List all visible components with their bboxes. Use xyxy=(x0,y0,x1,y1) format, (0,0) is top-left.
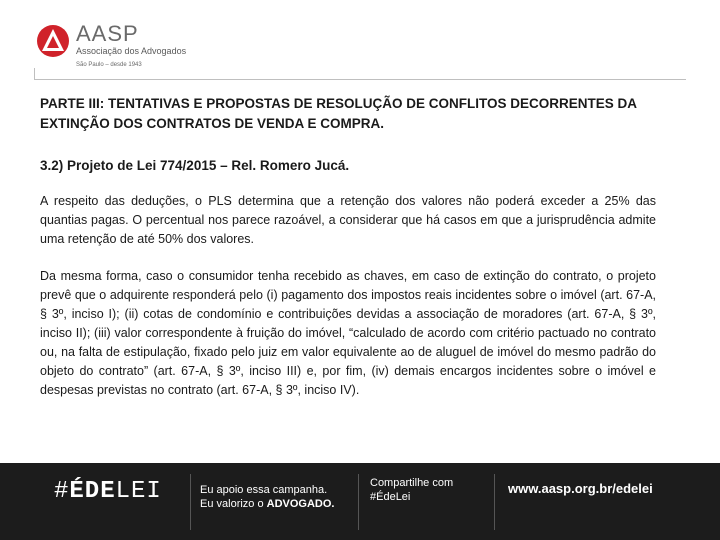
campaign-line-2-prefix: Eu valorizo o xyxy=(200,498,267,510)
brand-since: São Paulo – desde 1943 xyxy=(76,62,142,68)
brand-name: AASP xyxy=(76,21,139,46)
header xyxy=(0,0,720,80)
share-line-1: Compartilhe com xyxy=(370,477,454,489)
campaign-text xyxy=(200,483,335,511)
section-title: 3.2) Projeto de Lei 774/2015 – Rel. Romero Jucá. xyxy=(40,158,350,173)
brand-subtitle: Associação dos Advogados xyxy=(76,46,187,56)
aasp-logo-icon xyxy=(36,24,70,58)
share-text xyxy=(370,476,453,504)
footer-divider-1 xyxy=(190,474,191,530)
campaign-line-2 xyxy=(200,497,335,511)
slide-content xyxy=(40,94,656,400)
part-title: PARTE III: TENTATIVAS E PROPOSTAS DE RESOLUÇÃO DE CONFLITOS DECORRENTES DA EXTINÇÃO DOS CONTRATOS DE VENDA E COMPRA. xyxy=(40,96,637,131)
campaign-url-link[interactable]: www.aasp.org.br/edelei xyxy=(508,481,653,496)
share-line-2: #ÉdeLei xyxy=(370,491,411,503)
paragraph-2: Da mesma forma, caso o consumidor tenha recebido as chaves, em caso de extinção do contrato, o projeto prevê que o adquirente responderá pelo (i) pagamento dos impostos reais incidentes sobre o imóvel (art. 67-A, § 3º, inciso I); (ii) cotas de condomínio e contribuições devidas a associação de moradores (art. 67-A, § 3º, inciso II); (iii) valor correspondente à fruição do imóvel, “calculado de acordo com critério pactuado no contrato ou, na falta de estipulação, fixado pelo juiz em valor equivalente ao de aluguel de imóvel do mesmo padrão do objeto do contrato” (art. 67-A, § 3º, inciso III) e, por fim, (iv) demais encargos incidentes sobre o imóvel e despesas previstas no contrato (art. 67-A, § 3º, inciso IV). xyxy=(40,269,656,397)
hashtag-logo xyxy=(54,478,162,505)
paragraph-1: A respeito das deduções, o PLS determina que a retenção dos valores não poderá exceder a 25% das quantias pagas. O percentual nos parece razoável, a considerar que há casos em que a jurisprudência admite uma retenção de até 50% dos valores. xyxy=(40,194,656,246)
hashtag-rest: LEI xyxy=(115,478,162,505)
campaign-line-2-bold: ADVOGADO. xyxy=(266,498,335,510)
footer-divider-2 xyxy=(358,474,359,530)
campaign-line-1: Eu apoio essa campanha. xyxy=(200,484,328,496)
header-divider xyxy=(34,79,686,80)
hashtag-bold: ÉDE xyxy=(69,478,116,505)
hashtag-prefix: # xyxy=(54,478,70,505)
footer-divider-3 xyxy=(494,474,495,530)
